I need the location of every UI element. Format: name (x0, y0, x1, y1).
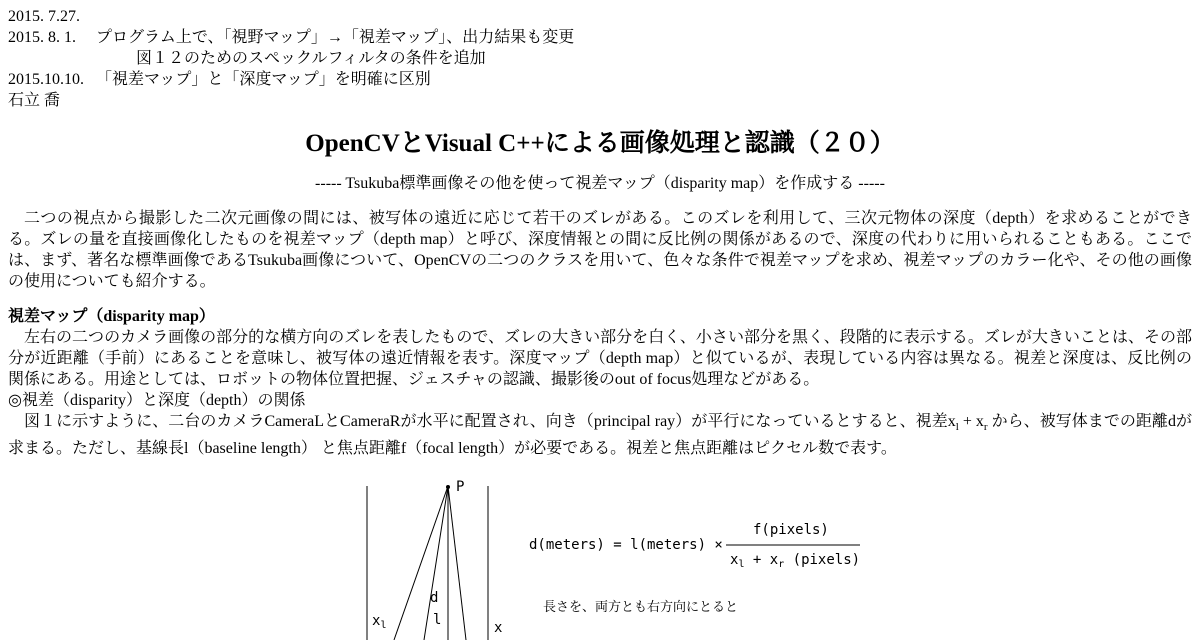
den-x1: x (730, 552, 739, 568)
page-title: OpenCVとVisual C++による画像処理と認識（２０） (305, 130, 895, 157)
point-p-label: P (456, 480, 465, 495)
den-mid: + x (744, 552, 779, 568)
section-paragraph: 左右の二つのカメラ画像の部分的な横方向のズレを表したもので、ズレの大きい部分を白く、小さい部分を黒く、段階的に表示する。ズレが大きいことは、その部分が近距離（手前）にあることを意味し、被写体の遠近情報を表す。深度マップ（depth map）と似ているが、表現している内容は異なる。視差と深度は、反比例の関係にある。用途としては、ロボットの物体位置把握、ジェスチャの認識、撮影後のout of focus処理などがある。 (8, 329, 1192, 388)
history-date: 2015.10.10. (8, 71, 84, 88)
xr-label: x (494, 620, 503, 636)
relation-heading: ◎視差（disparity）と深度（depth）の関係 (8, 392, 306, 409)
xl-label-sub: l (380, 620, 387, 631)
formula-lhs: d(meters) = l(meters) × (529, 537, 723, 553)
stereo-diagram (360, 480, 880, 640)
distance-d-label: d (430, 590, 439, 606)
formula-denominator (730, 552, 860, 570)
document-page (8, 6, 1192, 459)
history-row (8, 6, 1192, 27)
page-subtitle: ----- Tsukuba標準画像その他を使って視差マップ（disparity map）を作成する ----- (315, 175, 885, 192)
ray-right (448, 486, 466, 640)
history-row (8, 27, 1192, 48)
intro-paragraph: 二つの視点から撮影した二次元画像の間には、被写体の遠近に応じて若干のズレがある。このズレを利用して、三次元物体の深度（depth）を求めることができる。ズレの量を直接画像化したものを視差マップ（depth map）と呼び、深度情報との間に反比例の関係があるので、深度の代わりに用いられることもある。ここでは、まず、著名な標準画像であるTsukuba画像について、OpenCVの二つのクラスを用いて、色々な条件で視差マップを求め、視差マップのカラー化や、その他の画像の使用についても紹介する。 (8, 210, 1192, 290)
history-date: 2015. 7.27. (8, 8, 80, 25)
den-sub-l: l (738, 559, 745, 570)
figure-note: 長さを、両方とも右方向にとると (543, 600, 739, 615)
history-note: 「視差マップ」と「深度マップ」を明確に区別 (96, 71, 431, 88)
den-end: (pixels) (784, 552, 861, 568)
relation-paragraph (8, 411, 1192, 459)
relation-text-2: から、被写体までの距離dが求まる。ただし、基線長l（baseline length） と焦点距離f（focal length）が必要である。視差と焦点距離はピクセル数で表す。 (8, 413, 1192, 458)
author-name: 石立 喬 (8, 92, 61, 109)
xl-label-x: x (372, 613, 381, 629)
history-row (8, 69, 1192, 90)
history-note: プログラム上で、「視野マップ」→「視差マップ」、出力結果も変更 (96, 29, 575, 46)
den-sub-r: r (778, 559, 785, 570)
history-row (8, 48, 1192, 69)
formula-numerator: f(pixels) (753, 522, 829, 538)
baseline-l-label: l (433, 612, 442, 628)
relation-text-1: 図１に示すように、二台のカメラCameraLとCameraRが水平に配置され、向き（principal ray）が平行になっているとすると、視差x (24, 413, 956, 430)
history-date: 2015. 8. 1. (8, 29, 76, 46)
section-heading: 視差マップ（disparity map） (8, 308, 215, 325)
history-note: 図１２のためのスペックルフィルタの条件を追加 (136, 50, 486, 67)
relation-plus: + x (958, 413, 984, 430)
relation-sub-r: r (983, 421, 988, 434)
figure-1 (360, 480, 880, 640)
point-p-marker (446, 485, 450, 489)
xl-label (372, 613, 386, 631)
relation-sub-l: l (955, 421, 959, 434)
